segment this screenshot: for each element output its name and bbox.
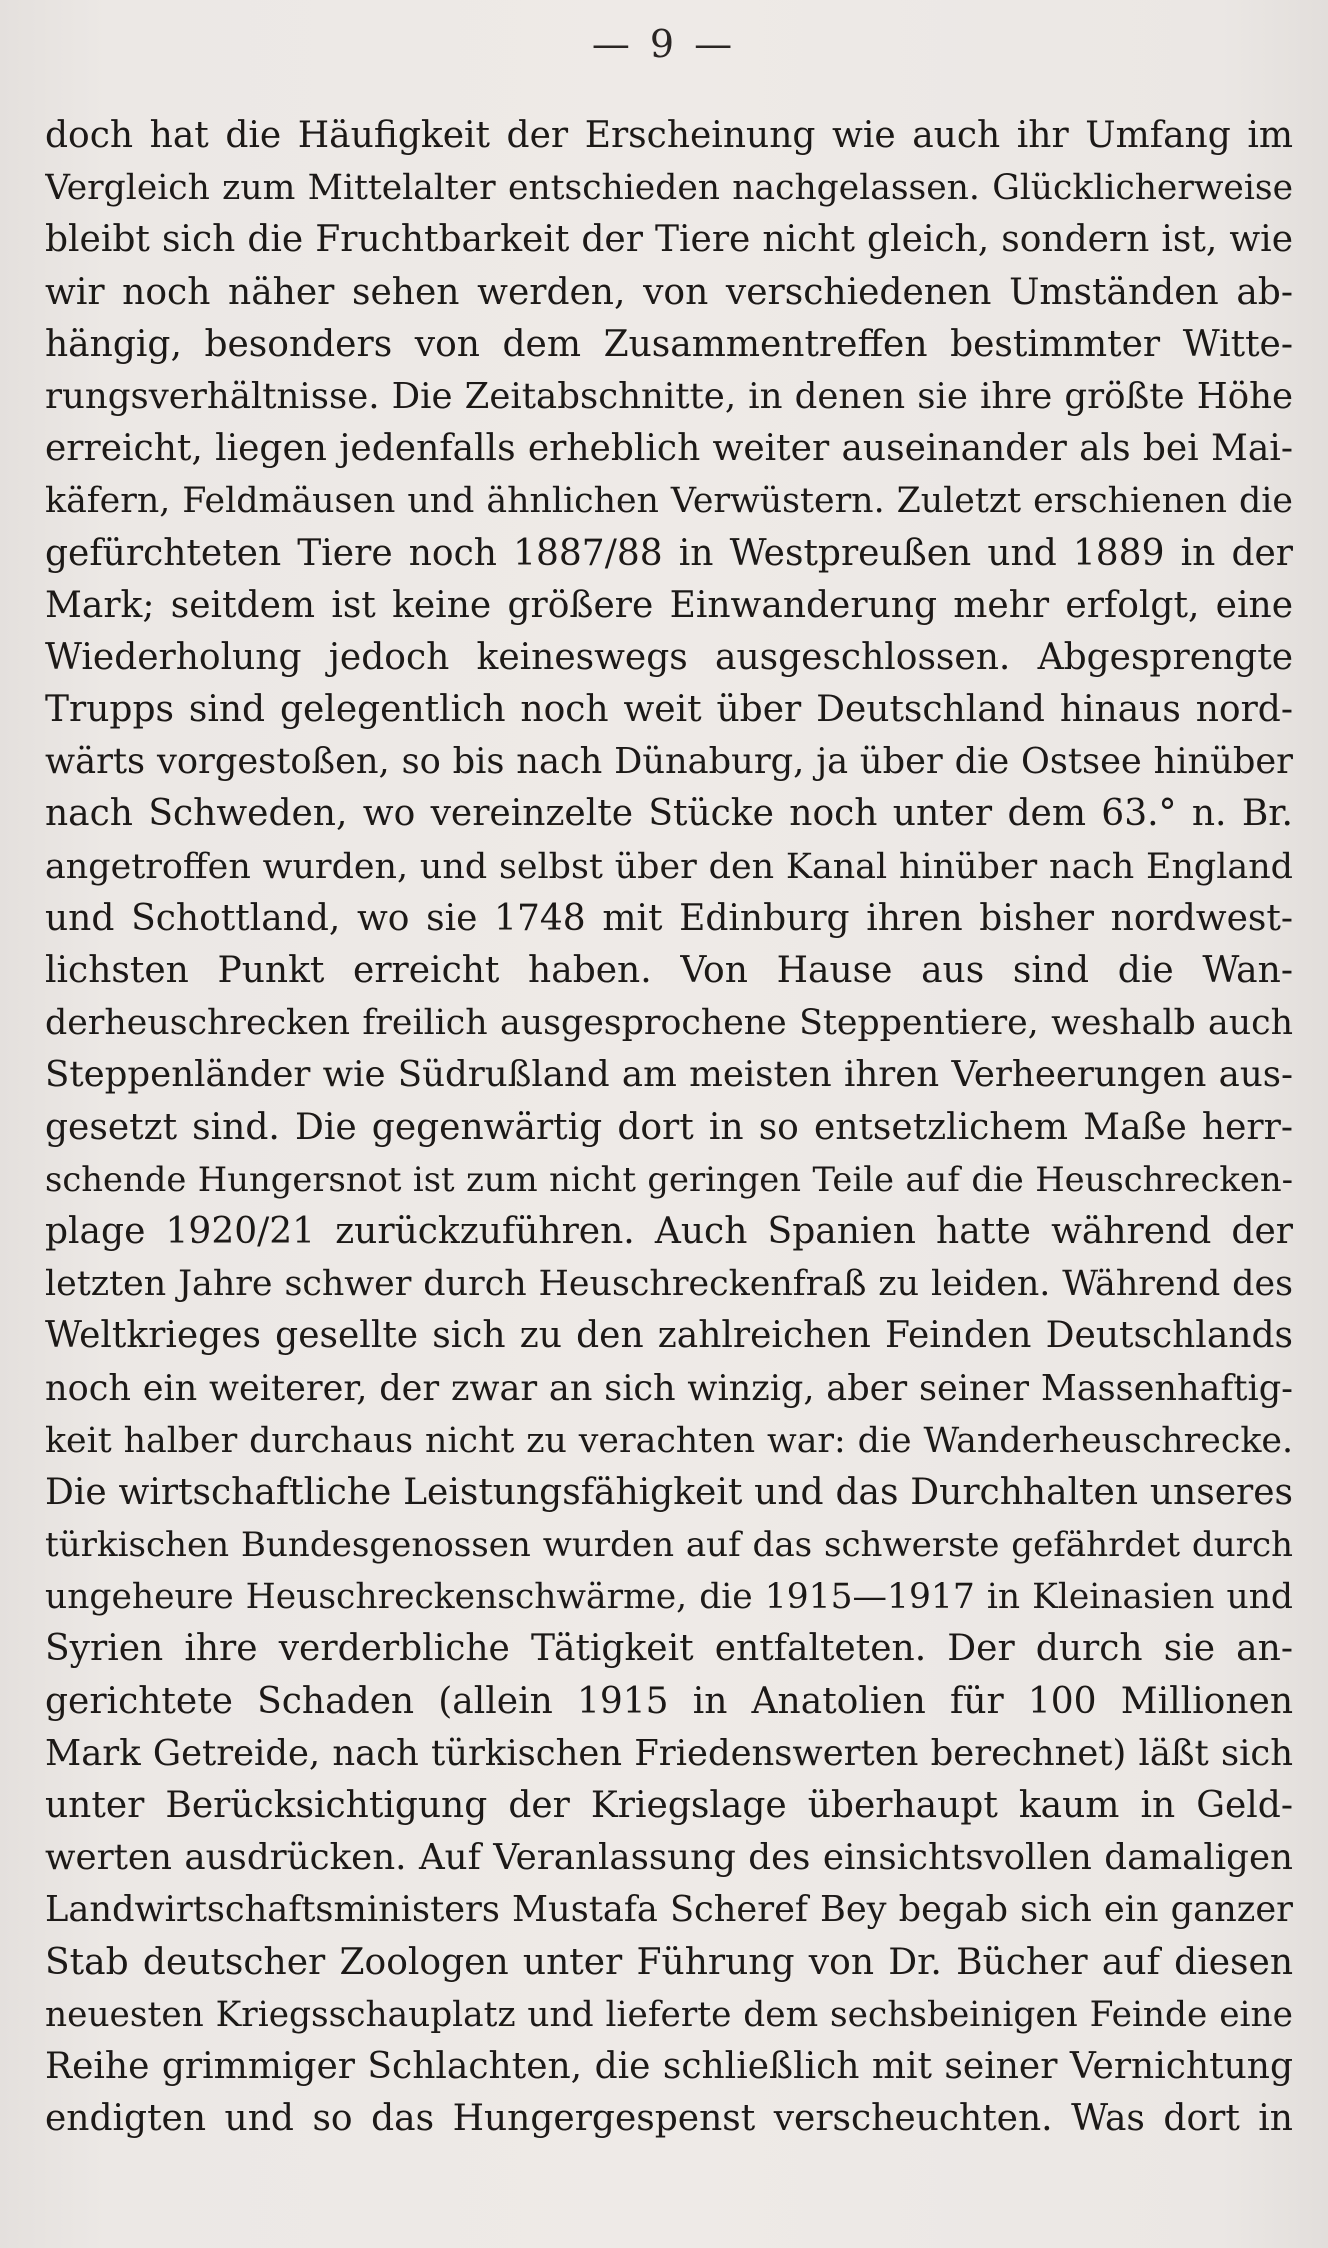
- text-line: Vergleich zum Mittelalter entschieden nachgelassen. Glücklicherweise: [45, 168, 1293, 209]
- page-number: — 9 —: [591, 22, 737, 66]
- text-line: derheuschrecken freilich ausgesprochene Steppentiere, weshalb auch: [45, 1003, 1293, 1044]
- text-line: käfern, Feldmäusen und ähnlichen Verwüstern. Zuletzt erschienen die: [45, 481, 1293, 522]
- text-line: Syrien ihre verderbliche Tätigkeit entfalteten. Der durch sie an-: [45, 1628, 1293, 1670]
- text-line: schende Hungersnot ist zum nicht geringen Teile auf die Heuschrecken-: [45, 1159, 1293, 1199]
- text-line: plage 1920/21 zurückzuführen. Auch Spanien hatte während der: [45, 1210, 1293, 1252]
- text-line: gesetzt sind. Die gegenwärtig dort in so entsetzlichem Maße herr-: [45, 1106, 1293, 1148]
- text-line: und Schottland, wo sie 1748 mit Edinburg ihren bisher nordwest-: [45, 897, 1293, 939]
- text-line: gerichtete Schaden (allein 1915 in Anatolien für 100 Millionen: [45, 1680, 1293, 1722]
- text-line: gefürchteten Tiere noch 1887/88 in Westpreußen und 1889 in der: [45, 532, 1293, 574]
- text-line: Weltkrieges gesellte sich zu den zahlreichen Feinden Deutschlands: [45, 1315, 1293, 1357]
- text-line: wir noch näher sehen werden, von verschiedenen Umständen ab-: [45, 271, 1293, 313]
- text-line: rungsverhältnisse. Die Zeitabschnitte, in denen sie ihre größte Höhe: [45, 375, 1293, 417]
- text-line: Reihe grimmiger Schlachten, die schließlich mit seiner Vernichtung: [45, 2045, 1293, 2087]
- text-line: letzten Jahre schwer durch Heuschreckenfraß zu leiden. Während des: [45, 1264, 1293, 1305]
- text-line: endigten und so das Hungergespenst verscheuchten. Was dort in: [45, 2098, 1293, 2140]
- body-text: [45, 110, 1293, 2145]
- text-line: lichsten Punkt erreicht haben. Von Hause aus sind die Wan-: [45, 950, 1293, 991]
- text-line: unter Berücksichtigung der Kriegslage überhaupt kaum in Geld-: [45, 1785, 1293, 1826]
- text-line: werten ausdrücken. Auf Veranlassung des einsichtsvollen damaligen: [45, 1837, 1293, 1879]
- text-line: türkischen Bundesgenossen wurden auf das schwerste gefährdet durch: [45, 1525, 1293, 1566]
- text-line: angetroffen wurden, und selbst über den Kanal hinüber nach England: [45, 846, 1293, 887]
- text-line: nach Schweden, wo vereinzelte Stücke noch unter dem 63.° n. Br.: [45, 793, 1293, 835]
- text-line: Stab deutscher Zoologen unter Führung von Dr. Bücher auf diesen: [45, 1941, 1293, 1983]
- text-line: Trupps sind gelegentlich noch weit über Deutschland hinaus nord-: [45, 689, 1293, 731]
- text-line: Mark; seitdem ist keine größere Einwanderung mehr erfolgt, eine: [45, 584, 1293, 626]
- text-line: Wiederholung jedoch keineswegs ausgeschlossen. Abgesprengte: [45, 636, 1293, 678]
- text-line: ungeheure Heuschreckenschwärme, die 1915—1917 in Kleinasien und: [45, 1577, 1293, 1618]
- text-line: doch hat die Häufigkeit der Erscheinung wie auch ihr Umfang im: [45, 115, 1293, 156]
- text-line: bleibt sich die Fruchtbarkeit der Tiere nicht gleich, sondern ist, wie: [45, 219, 1293, 261]
- text-line: noch ein weiterer, der zwar an sich winzig, aber seiner Massenhaftig-: [45, 1367, 1293, 1409]
- text-line: neuesten Kriegsschauplatz und lieferte dem sechsbeinigen Feinde eine: [45, 1994, 1293, 2035]
- text-line: erreicht, liegen jedenfalls erheblich weiter auseinander als bei Mai-: [45, 428, 1293, 470]
- text-line: hängig, besonders von dem Zusammentreffen bestimmter Witte-: [45, 323, 1293, 365]
- text-line: Steppenländer wie Südrußland am meisten ihren Verheerungen aus-: [45, 1054, 1293, 1096]
- text-line: wärts vorgestoßen, so bis nach Dünaburg, ja über die Ostsee hinüber: [45, 741, 1293, 783]
- text-line: Landwirtschaftsministers Mustafa Scheref Bey begab sich ein ganzer: [45, 1889, 1293, 1931]
- text-line: Die wirtschaftliche Leistungsfähigkeit und das Durchhalten unseres: [45, 1471, 1293, 1513]
- text-line: keit halber durchaus nicht zu verachten war: die Wanderheuschrecke.: [45, 1420, 1293, 1461]
- text-line: Mark Getreide, nach türkischen Friedenswerten berechnet) läßt sich: [45, 1732, 1293, 1774]
